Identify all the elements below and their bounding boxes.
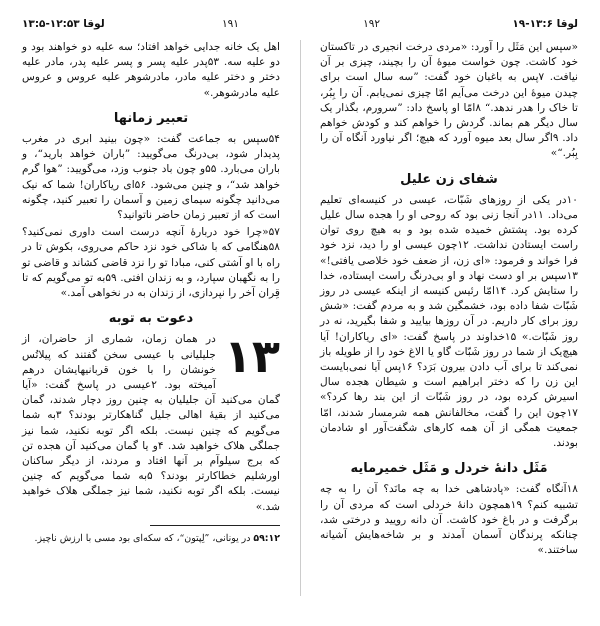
heading-interpreting-times: تعبیر زمانها	[113, 110, 189, 126]
chapter-number: ۱۳	[223, 329, 280, 384]
mustard-seed-text: ۱۸آنگاه گفت: «پادشاهی خدا به چه مانَد؟ آن را به چه تشبیه کنم؟ ۱۹همچون دانهٔ خردلی است که مردی آن را برگرفت و در باغ خود کاشت. آن دانه رویید و درختی شد، چنانکه پرندگان آسمان آمدند و بر شاخه‌هایش آشیانه ساختند.»	[320, 483, 579, 557]
page-header	[22, 18, 578, 34]
right-page-reference: لوقا ۱۳:۶-۱۹	[512, 18, 578, 30]
heading-healing-woman: شفای زن علیل	[400, 171, 498, 187]
footnote	[22, 532, 280, 545]
judging-text: ۵۷«چرا خود دربارهٔ آنچه درست است داوری نمی‌کنید؟ ۵۸هنگامی که با شاکی خود نزد حاکم می‌روی، بکوش تا در راه با او آشتی کنی، مبادا تو را نزد قاضی کشاند و قاضی تو را به نگهبان سپارد، و به زندان افتی. ۵۹به تو می‌گویم که تا قِران آخر را نپردازی، از زندان به در نخواهی آمد.»	[22, 226, 280, 300]
left-page-reference: لوقا ۱۲:۵۳-۱۳:۵	[22, 18, 105, 30]
division-text: اهل یک خانه جدایی خواهد افتاد؛ سه علیه دو خواهند بود و دو علیه سه. ۵۳پدر علیه پسر و پسر علیه پدر، مادر علیه دختر و دختر علیه مادر، مادرشوهر علیه عروس و عروس علیه مادرشوهر.»	[22, 41, 280, 99]
heading-call-to-repentance: دعوت به توبه	[108, 311, 194, 327]
footnote-text: در یونانی، ”لِپتون“، که سکه‌ای بود مسی با ارزش ناچیز.	[34, 532, 251, 544]
page-gutter	[300, 40, 301, 596]
healing-woman-text: ۱۰در یکی از روزهای شَبّات، عیسی در کنیسه‌ای تعلیم می‌داد. ۱۱در آنجا زنی بود که روحی او را هجده سال علیل کرده بود. پشتش خمیده شده بود و به هیچ روی توان راست ایستادن نداشت. ۱۲چون عیسی او را دید، نزد خود فرا خواند و فرمود: «ای زن، از ضعف خود خلاصی یافتی!» ۱۳سپس بر او دست نهاد و او بی‌درنگ راست ایستاده، خدا را ستایش کرد. ۱۴امّا رئیس کنیسه از اینکه عیسی در روز شَبّات شفا داده بود، خشمگین شد و به مردم گفت: «شش روز برای کار داریم. در آن روزها بیایید و شفا بگیرید، نه در روز شَبّات.» ۱۵خداوند در پاسخ گفت: «ای ریاکاران! آیا هیچ‌یک از شما در روز شَبّات گاو یا الاغ خود را از طویله باز نمی‌کند تا برای آب دادن بیرون بَرَد؟ ۱۶پس آیا نمی‌بایست این زن را که دختر ابراهیم است و شیطان هجده سال اسیرش کرده بود، در روز شَبّات از این بند رها کرد؟» ۱۷چون این را گفت، مخالفانش همه شرمسار شدند، امّا جمعیت همگی از آن همه کارهای شگفت‌آور او شادمان بودند.	[320, 193, 578, 450]
left-column	[22, 40, 280, 547]
right-column	[320, 40, 578, 561]
interpreting-times-text: ۵۴سپس به جماعت گفت: «چون بینید ابری در مغرب پدیدار شود، بی‌درنگ می‌گویید: ”باران خواهد بارید“، و باران می‌بارد. ۵۵و چون باد جنوب وزد، می‌گویید: ”هوا گرم خواهد شد“، و چنین می‌شود. ۵۶ای ریاکاران! شما که نیک می‌دانید چگونه سیمای زمین و آسمان را تعبیر کنید، چگونه است که از تعبیر زمان حاضر ناتوانید؟	[22, 133, 280, 222]
repentance-paragraph	[22, 329, 280, 514]
repentance-text: در همان زمان، شماری از حاضران، از جلیلیانی با عیسی سخن گفتند که پیلاتُس خونشان را با خون قربانیهایشان درهم آمیخته بود. ۲عیسی در پاسخ گفت: «آیا گمان می‌کنید آن جلیلیان به چنین روز دچار شدند، گمان می‌کنید از بقیهٔ اهالی جلیل گناهکارتر بودند؟ ۳به شما می‌گویم که چنین نیست. بلکه اگر توبه نکنید، شما نیز جملگی هلاک خواهید شد. ۴و یا گمان می‌کنید آن هجده تن که برج سیلوآم بر آنها افتاد و مردند، از دیگر ساکنان اورشلیم خطاکارتر بودند؟ ۵به شما می‌گویم که چنین نیست. بلکه اگر توبه نکنید، شما نیز جملگی هلاک خواهید شد.»	[22, 333, 280, 513]
footnote-ref: ۵۹:۱۲	[253, 532, 280, 544]
heading-mustard-seed: مَثَل دانهٔ خردل و مَثَل خمیرمایه	[350, 461, 548, 477]
footnote-rule	[150, 525, 280, 526]
left-page-number: ۱۹۱	[222, 18, 239, 30]
right-page-number: ۱۹۲	[363, 18, 380, 30]
parable-fig-tree-text: «سپس این مَثَل را آورد: «مردی درخت انجیری در تاکستان خود کاشت. چون خواست میوهٔ آن را بچیند، چیزی بر آن نیافت. ۷پس به باغبان خود گفت: ”سه سال است برای چیدن میوهٔ این درخت می‌آیم امّا چیزی نمی‌یابم. آن را بِبُر، تا خاک را هدر ندهد.“ ۸امّا او پاسخ داد: ”سرورم، بگذار یک سال دیگر هم بماند. گردش را خواهم کند و کودش خواهم داد. ۹اگر سال بعد میوه آورد که هیچ؛ اگر نیاورد آنگاه آن را بِبُر.“»	[320, 41, 578, 160]
